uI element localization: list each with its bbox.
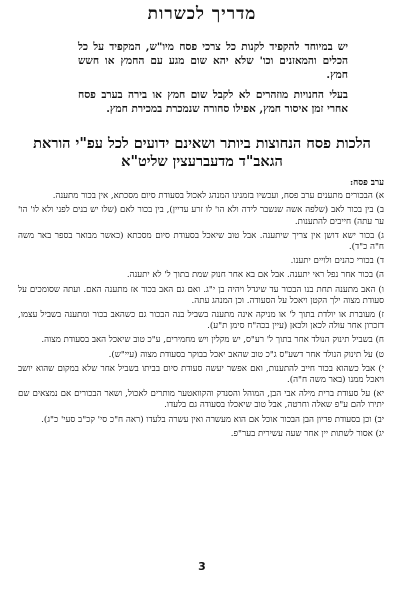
page-number: 3 <box>198 560 206 573</box>
section-title: הלכות פסח הנחוצות ביותר ושאינם ידועים לכל עפ"י הוראת הגאב"ד מדעברעצין שליט"א <box>33 135 371 170</box>
list-item: ו) האב מתענה תחת בנו הבכור עד שיגדל ויהיה בן י"ג. ואם גם האב בכור אז מתענה האם. ועתה שסומכים על סעודת מצוה ילך הקטן ויאכל על הסעודה. וכן המנהג עתה. <box>18 284 384 306</box>
list-item: ט) על תינוק הנולד אחר דשע"ס ג"כ טוב שהאב יאכל בבוקר בסעודת מצוה (עיי"ש). <box>108 349 384 360</box>
intro-block <box>78 40 348 122</box>
list-heading: ערב פסח: <box>349 178 384 188</box>
list-item: ה) בכור אחר נפל ראי יתענה. אבל אם בא אחר חנוק שמת בתוך ל' לא יתענה. <box>126 270 384 281</box>
list-item: א) הבכורים מתענים ערב פסח, ועכשיו בזמנינו המנהג לאכול בסעודת סיום מסכתא, אין בכור מתענה. <box>52 191 384 202</box>
list-item: ג) בכור ישא דושן אין צריך שיתענה. אבל טוב שיאכל בסעודת סיום מסכתא (כאשר מבואר בספר באר משה ח"ה כ"ד). <box>18 230 384 253</box>
page-title: מדריך לכשרות <box>147 4 257 24</box>
list-item: ז) מעוברת או יולדת בתוך ל' או מניקה אינה מתענה בשביל בנה הבכור גם כשהאב בכור ומתענה בשביל עצמו, דזכרון אחר עולה לכאן ולכאן (עיין בכה"ח סימן ת"ע). <box>18 310 384 332</box>
list-item: ד) בכורי כהנים ולויים יתענו. <box>290 256 384 267</box>
intro-paragraph: בעלי החנויות מוזהרים לא לקבל שום חמץ או בירה בערב פסח אחרי זמן איסור חמץ, אפילו סחורה שנמכרת במכירת חמץ. <box>78 89 348 115</box>
list-item: יג) אסור לשתות יין אחר שעה עשירית בער"פ. <box>230 428 384 439</box>
halachot-list <box>18 178 384 443</box>
list-item: ב) בין בכור לאב (שלפה אשה שנשבר לידה ולא הו' לו זרע עדיין), בין בכור לאם (שלו יש בנים לפני ולא לו' הו' ער עתה) חייבים להתענות. <box>18 205 384 227</box>
list-item: ח) בשביל תינוק הנולד אחר בתוך ל' רע"ס, יש מקלין ויש מחמירים, ע"כ טוב שיאכל האב בסעודת מצוה. <box>41 335 384 346</box>
list-item: יב) וכן בסעודת פדיון הבן הבכור אוכל אם הוא מעשרה ואין עשרה בלעדו (ראה ח"כ סי' קכ"ב סעי' כ"ג). <box>41 414 384 425</box>
list-item: יא) על סעודת ברית מילה אבי הבן, המוהל והסנדק והקוואטער מותרים לאכול, ושאר הבכורים אם נמצאים שם יתירו להם ע"פ שאלה וחרטה, אבל טוב שיאכלו בסעודה גם בלעדו. <box>18 389 384 411</box>
intro-paragraph: יש במיוחד להקפיד לקנות כל צרכי פסח מיו"ש, המקפיד על כל הכלים והמאזנים וכו' שלא יהא שום מגע עם החמץ או חשש חמץ. <box>78 41 348 81</box>
list-item: י) אבל כשהוא בכור חייב להתענות, ואם אפשר יעשה סעודת סיום בביתו בשביל אחר שלא במקום שהוא יושב ויאכל ממנו (באר משה ח"ה). <box>18 363 384 386</box>
